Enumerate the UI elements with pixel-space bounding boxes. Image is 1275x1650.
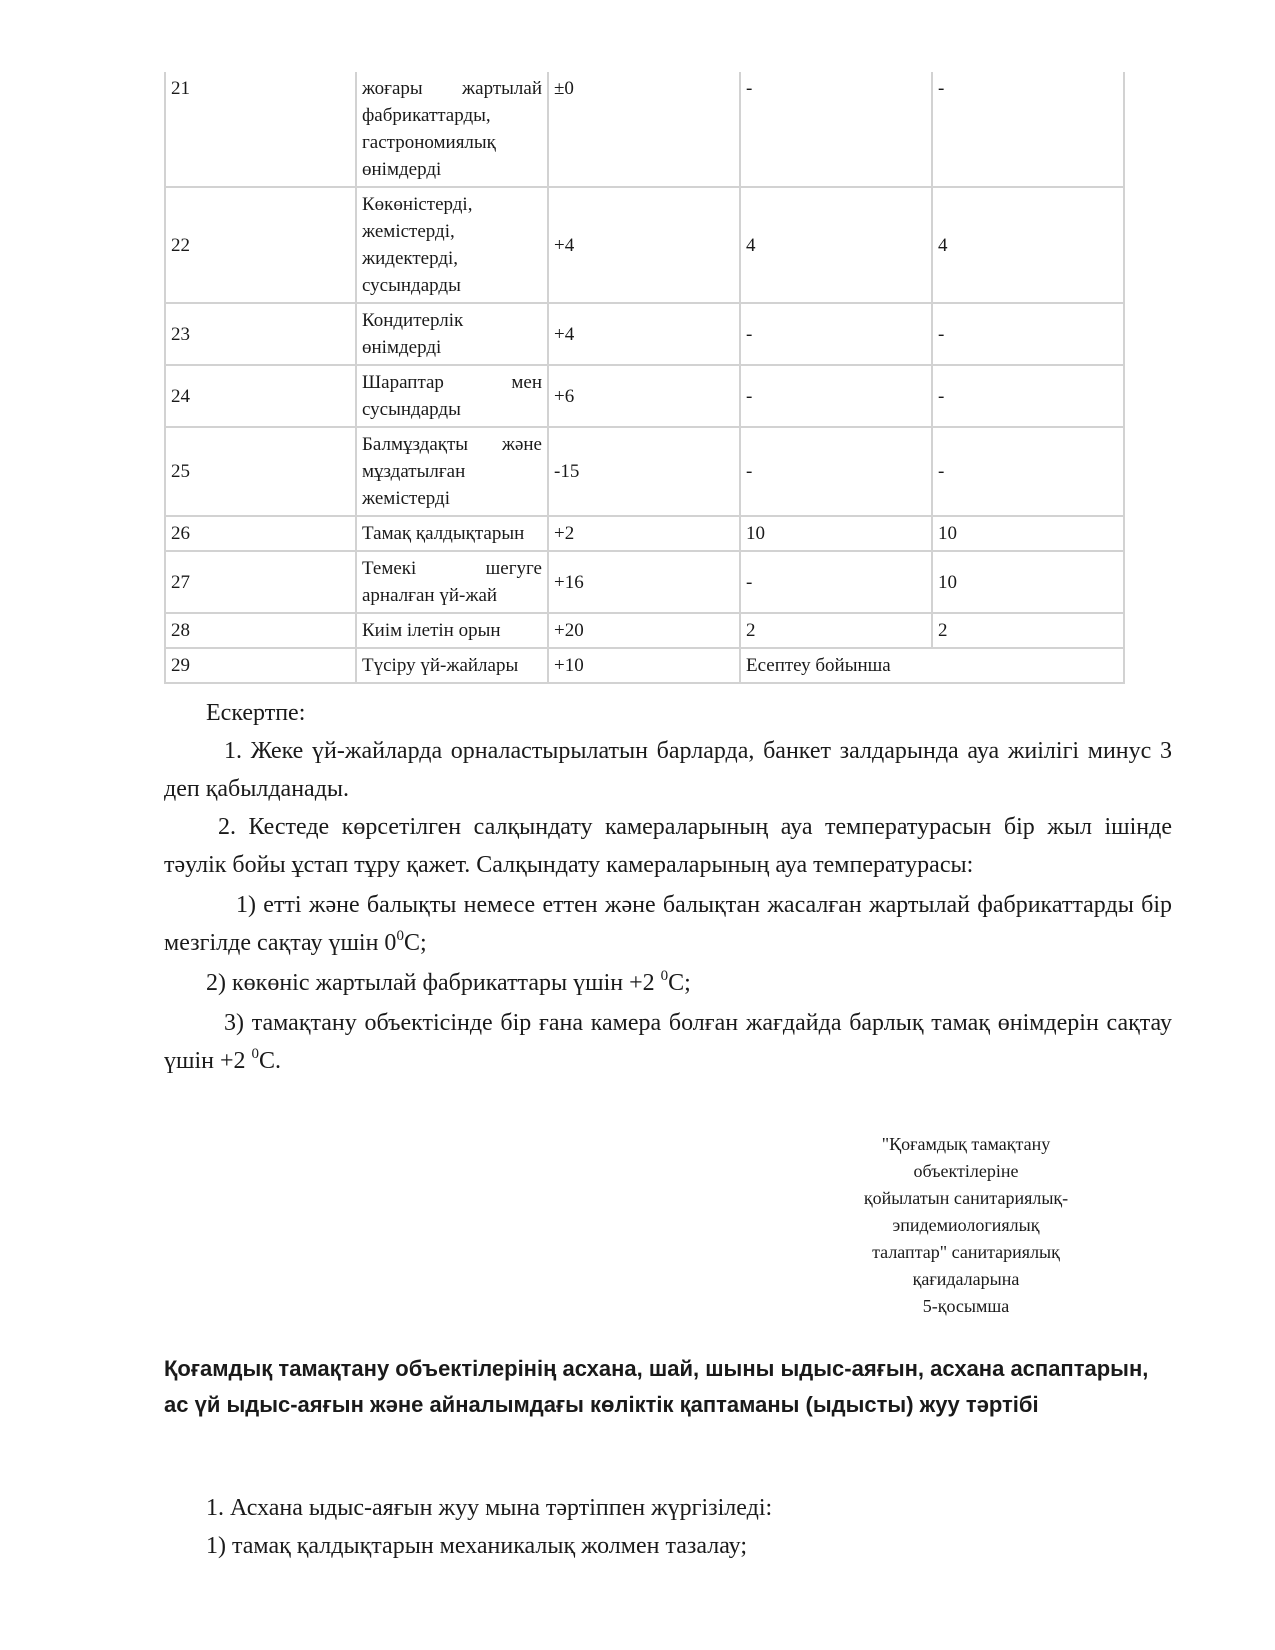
room-name: Тамақ қалдықтарын: [356, 516, 548, 551]
room-name: Шараптар мен сусындарды: [356, 365, 548, 427]
temperature-cell: +4: [548, 303, 740, 365]
annex-line: қағидаларына: [912, 1269, 1020, 1289]
note-item-1: [164, 886, 1172, 962]
value-cell: -: [932, 303, 1124, 365]
temperature-cell: +10: [548, 648, 740, 683]
annex-line: қойылатын санитариялық-: [863, 1188, 1069, 1208]
notes-block: [164, 694, 1172, 1080]
annex-reference: [816, 1131, 1116, 1320]
annex-line: "Қоғамдық тамақтану: [881, 1134, 1051, 1154]
table-row: [165, 303, 1124, 365]
section-body: [164, 1489, 1172, 1565]
annex-line: 5-қосымша: [922, 1296, 1010, 1316]
notes-title: Ескертпе:: [206, 700, 306, 726]
note-1: 1. Жеке үй-жайларда орналастырылатын барларда, банкет залдарында ауа жиілігі минус 3 деп қабылданады.: [164, 738, 1172, 802]
value-cell: -: [740, 303, 932, 365]
degree-sup: 0: [251, 1046, 260, 1062]
room-name: Түсіру үй-жайлары: [356, 648, 548, 683]
room-name: Темекі шегуге арналған үй-жай: [356, 551, 548, 613]
row-number: 26: [165, 516, 356, 551]
row-number: 24: [165, 365, 356, 427]
value-cell: -: [932, 365, 1124, 427]
value-cell: 2: [932, 613, 1124, 648]
room-name: Балмұздақты және мұздатылған жемістерді: [356, 427, 548, 516]
section-paragraph: 1) тамақ қалдықтарын механикалық жолмен тазалау;: [206, 1533, 747, 1559]
room-name: Киім ілетін орын: [356, 613, 548, 648]
ventilation-table: [164, 72, 1125, 684]
value-cell: -: [740, 365, 932, 427]
unit: С;: [403, 930, 427, 956]
value-cell: 4: [932, 187, 1124, 303]
row-number: 28: [165, 613, 356, 648]
temperature-cell: +4: [548, 187, 740, 303]
annex-line: эпидемиологиялық: [892, 1215, 1040, 1235]
temperature-cell: +16: [548, 551, 740, 613]
section-paragraph: 1. Асхана ыдыс-аяғын жуу мына тәртіппен жүргізіледі:: [206, 1495, 773, 1521]
temperature-cell: +20: [548, 613, 740, 648]
value-cell: 10: [740, 516, 932, 551]
temperature-cell: ±0: [548, 72, 740, 187]
temperature-cell: +6: [548, 365, 740, 427]
note-item-3-text: 3) тамақтану объектісінде бір ғана камера болған жағдайда барлық тамақ өнімдерін сақтау үшін +2: [164, 1010, 1172, 1074]
note-2: 2. Кестеде көрсетілген салқындату камераларының ауа температурасын бір жыл ішінде тәулік бойы ұстап тұру қажет. Салқындату камераларының ауа температурасы:: [164, 814, 1172, 878]
value-cell: -: [932, 72, 1124, 187]
row-number: 29: [165, 648, 356, 683]
table-row: [165, 516, 1124, 551]
table-row: [165, 648, 1124, 683]
value-cell: -: [932, 427, 1124, 516]
row-number: 21: [165, 72, 356, 187]
note-item-3: [164, 1004, 1172, 1080]
note-item-2: [164, 964, 1172, 1002]
section-heading: Қоғамдық тамақтану объектілерінің асхана, шай, шыны ыдыс-аяғын, асхана аспаптарын, ас үй ыдыс-аяғын және айналымдағы көліктік қаптаманы (ыдысты) жуу тәртібі: [164, 1356, 1149, 1417]
merged-value-cell: Есептеу бойынша: [740, 648, 1124, 683]
temperature-cell: -15: [548, 427, 740, 516]
value-cell: 10: [932, 551, 1124, 613]
temperature-cell: +2: [548, 516, 740, 551]
value-cell: 2: [740, 613, 932, 648]
room-name: Көкөністерді, жемістерді, жидектерді, сусындарды: [356, 187, 548, 303]
unit: С;: [668, 970, 691, 996]
row-number: 25: [165, 427, 356, 516]
row-number: 27: [165, 551, 356, 613]
table-row: [165, 613, 1124, 648]
table-row: [165, 187, 1124, 303]
value-cell: 4: [740, 187, 932, 303]
annex-line: объектілеріне: [913, 1161, 1019, 1181]
value-cell: -: [740, 427, 932, 516]
row-number: 22: [165, 187, 356, 303]
value-cell: -: [740, 72, 932, 187]
value-cell: 10: [932, 516, 1124, 551]
value-cell: -: [740, 551, 932, 613]
unit: С.: [259, 1048, 282, 1074]
table-row: [165, 365, 1124, 427]
note-item-1-text: 1) етті және балықты немесе еттен және балықтан жасалған жартылай фабрикаттарды бір мезгілде сақтау үшін 0: [164, 892, 1172, 956]
table-row: [165, 72, 1124, 187]
degree-sup: 0: [396, 928, 404, 944]
room-name: жоғары жартылай фабрикаттарды, гастрономиялық өнімдерді: [356, 72, 548, 187]
note-item-2-text: 2) көкөніс жартылай фабрикаттары үшін +2: [206, 970, 661, 996]
degree-sup: 0: [660, 968, 669, 984]
room-name: Кондитерлік өнімдерді: [356, 303, 548, 365]
table-row: [165, 551, 1124, 613]
annex-line: талаптар" санитариялық: [872, 1242, 1060, 1262]
table-row: [165, 427, 1124, 516]
row-number: 23: [165, 303, 356, 365]
